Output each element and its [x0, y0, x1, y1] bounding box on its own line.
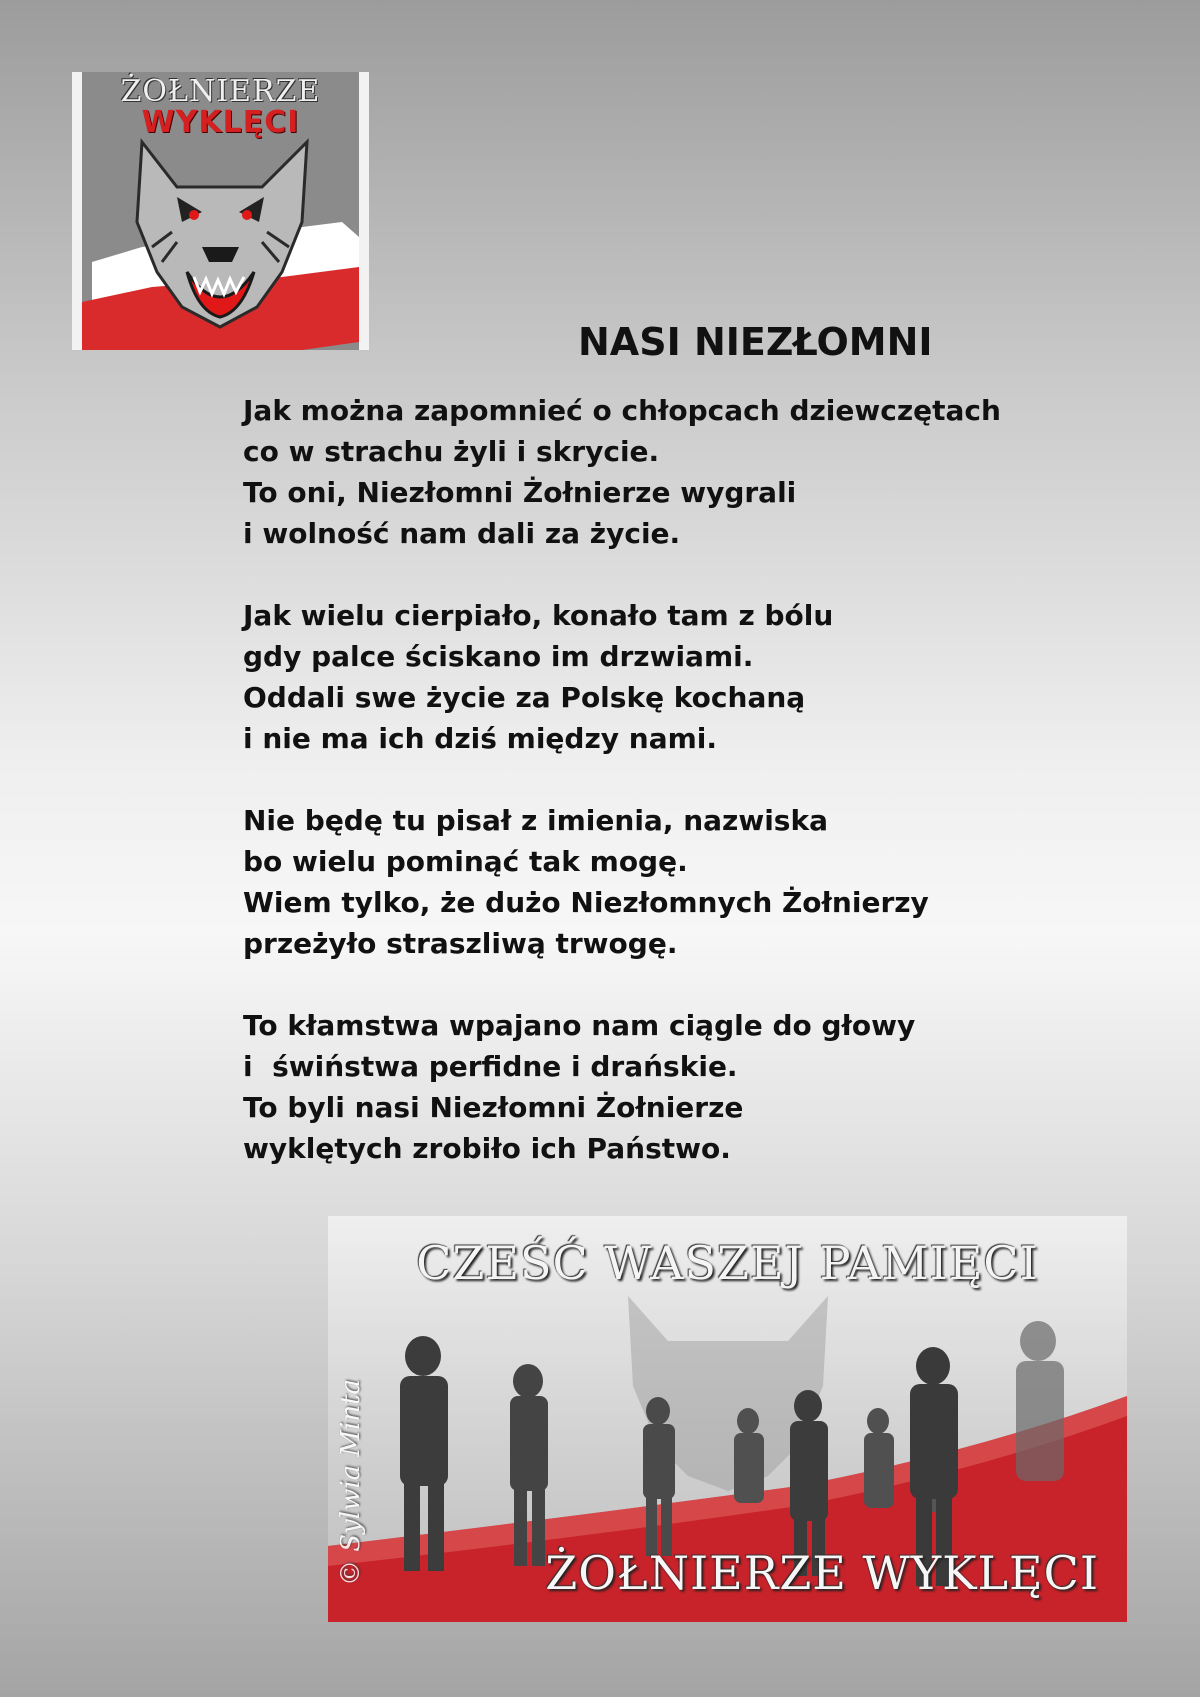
poem-line: Wiem tylko, że dużo Niezłomnych Żołnierzy: [243, 886, 929, 919]
poem-line: i wolność nam dali za życie.: [243, 517, 681, 550]
memorial-banner: [328, 1216, 1127, 1622]
banner-caption: ŻOŁNIERZE WYKLĘCI: [545, 1546, 1099, 1600]
poem-line: Jak można zapomnieć o chłopcach dziewczętach: [243, 394, 1001, 427]
poem-line: przeżyło straszliwą trwogę.: [243, 927, 678, 960]
stanza: [243, 800, 1023, 964]
poem-line: To oni, Niezłomni Żołnierze wygrali: [243, 476, 797, 509]
poem-line: Nie będę tu pisał z imienia, nazwiska: [243, 804, 828, 837]
logo-card: [72, 72, 369, 350]
poem-line: To byli nasi Niezłomni Żołnierze: [243, 1091, 744, 1124]
poem-line: Jak wielu cierpiało, konało tam z bólu: [243, 599, 834, 632]
logo-subtitle: WYKLĘCI: [141, 105, 300, 140]
logo-title: ŻOŁNIERZE: [120, 74, 321, 109]
stanza: [243, 595, 1023, 759]
poem-line: Oddali swe życie za Polskę kochaną: [243, 681, 806, 714]
poem-line: bo wielu pominąć tak mogę.: [243, 845, 688, 878]
poem-line: To kłamstwa wpajano nam ciągle do głowy: [243, 1009, 916, 1042]
author-watermark: © Sylwia Minta: [336, 1378, 366, 1586]
stanza: [243, 1005, 1023, 1169]
poem-line: i nie ma ich dziś między nami.: [243, 722, 718, 755]
poem-body: [243, 390, 1023, 1210]
poem-line: co w strachu żyli i skrycie.: [243, 435, 660, 468]
banner-heading: CZEŚĆ WASZEJ PAMIĘCI: [416, 1236, 1039, 1290]
stanza: [243, 390, 1023, 554]
poem-line: wyklętych zrobiło ich Państwo.: [243, 1132, 731, 1165]
poem-line: i świństwa perfidne i drańskie.: [243, 1050, 738, 1083]
poem-line: gdy palce ściskano im drzwiami.: [243, 640, 754, 673]
poem-title: NASI NIEZŁOMNI: [578, 320, 933, 364]
